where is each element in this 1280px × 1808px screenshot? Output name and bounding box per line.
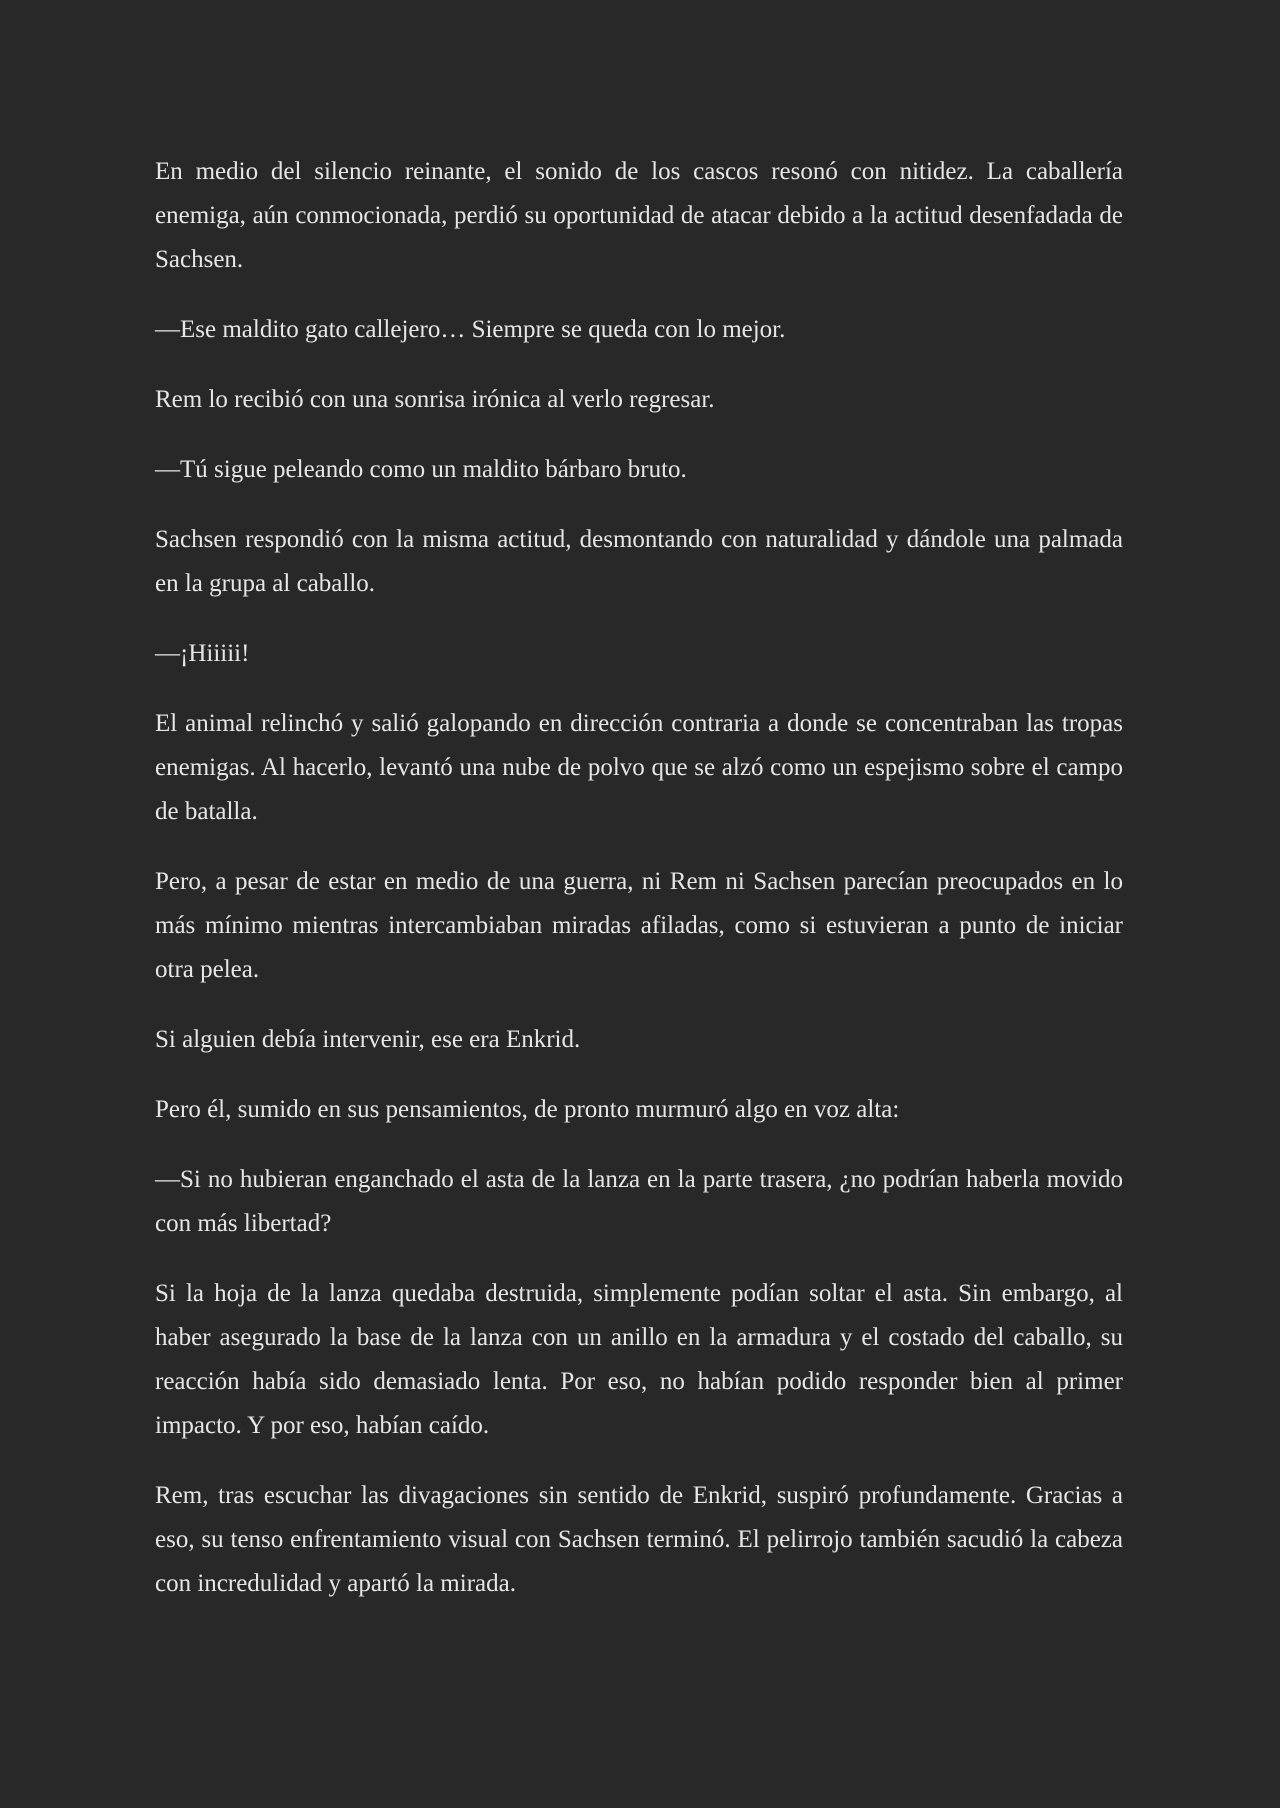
paragraph: Si la hoja de la lanza quedaba destruida, simplemente podían soltar el asta. Sin embargo, al haber asegurado la base de la lanza con un anillo en la armadura y el costado del caballo, su reacción había sido demasiado lenta. Por eso, no habían podido responder bien al primer impacto. Y por eso, habían caído. (155, 1280, 1123, 1439)
paragraph: Pero, a pesar de estar en medio de una guerra, ni Rem ni Sachsen parecían preocupados en lo más mínimo mientras intercambiaban miradas afiladas, como si estuvieran a punto de iniciar otra pelea. (155, 868, 1123, 983)
paragraph: Rem, tras escuchar las divagaciones sin sentido de Enkrid, suspiró profundamente. Gracias a eso, su tenso enfrentamiento visual con Sachsen terminó. El pelirrojo también sacudió la cabeza con incredulidad y apartó la mirada. (155, 1482, 1123, 1597)
reader-page (155, 150, 1123, 1632)
paragraph: —Tú sigue peleando como un maldito bárbaro bruto. (155, 456, 687, 483)
paragraph: Sachsen respondió con la misma actitud, desmontando con naturalidad y dándole una palmada en la grupa al caballo. (155, 526, 1123, 597)
paragraph: Pero él, sumido en sus pensamientos, de pronto murmuró algo en voz alta: (155, 1096, 900, 1123)
paragraph: —¡Hiiiii! (155, 640, 250, 667)
paragraph: En medio del silencio reinante, el sonido de los cascos resonó con nitidez. La caballería enemiga, aún conmocionada, perdió su oportunidad de atacar debido a la actitud desenfadada de Sachsen. (155, 158, 1123, 273)
paragraph: Rem lo recibió con una sonrisa irónica al verlo regresar. (155, 386, 715, 413)
paragraph: —Si no hubieran enganchado el asta de la lanza en la parte trasera, ¿no podrían haberla movido con más libertad? (155, 1166, 1123, 1237)
paragraph: El animal relinchó y salió galopando en dirección contraria a donde se concentraban las tropas enemigas. Al hacerlo, levantó una nube de polvo que se alzó como un espejismo sobre el campo de batalla. (155, 710, 1123, 825)
paragraph: Si alguien debía intervenir, ese era Enkrid. (155, 1026, 581, 1053)
paragraph: —Ese maldito gato callejero… Siempre se queda con lo mejor. (155, 316, 786, 343)
